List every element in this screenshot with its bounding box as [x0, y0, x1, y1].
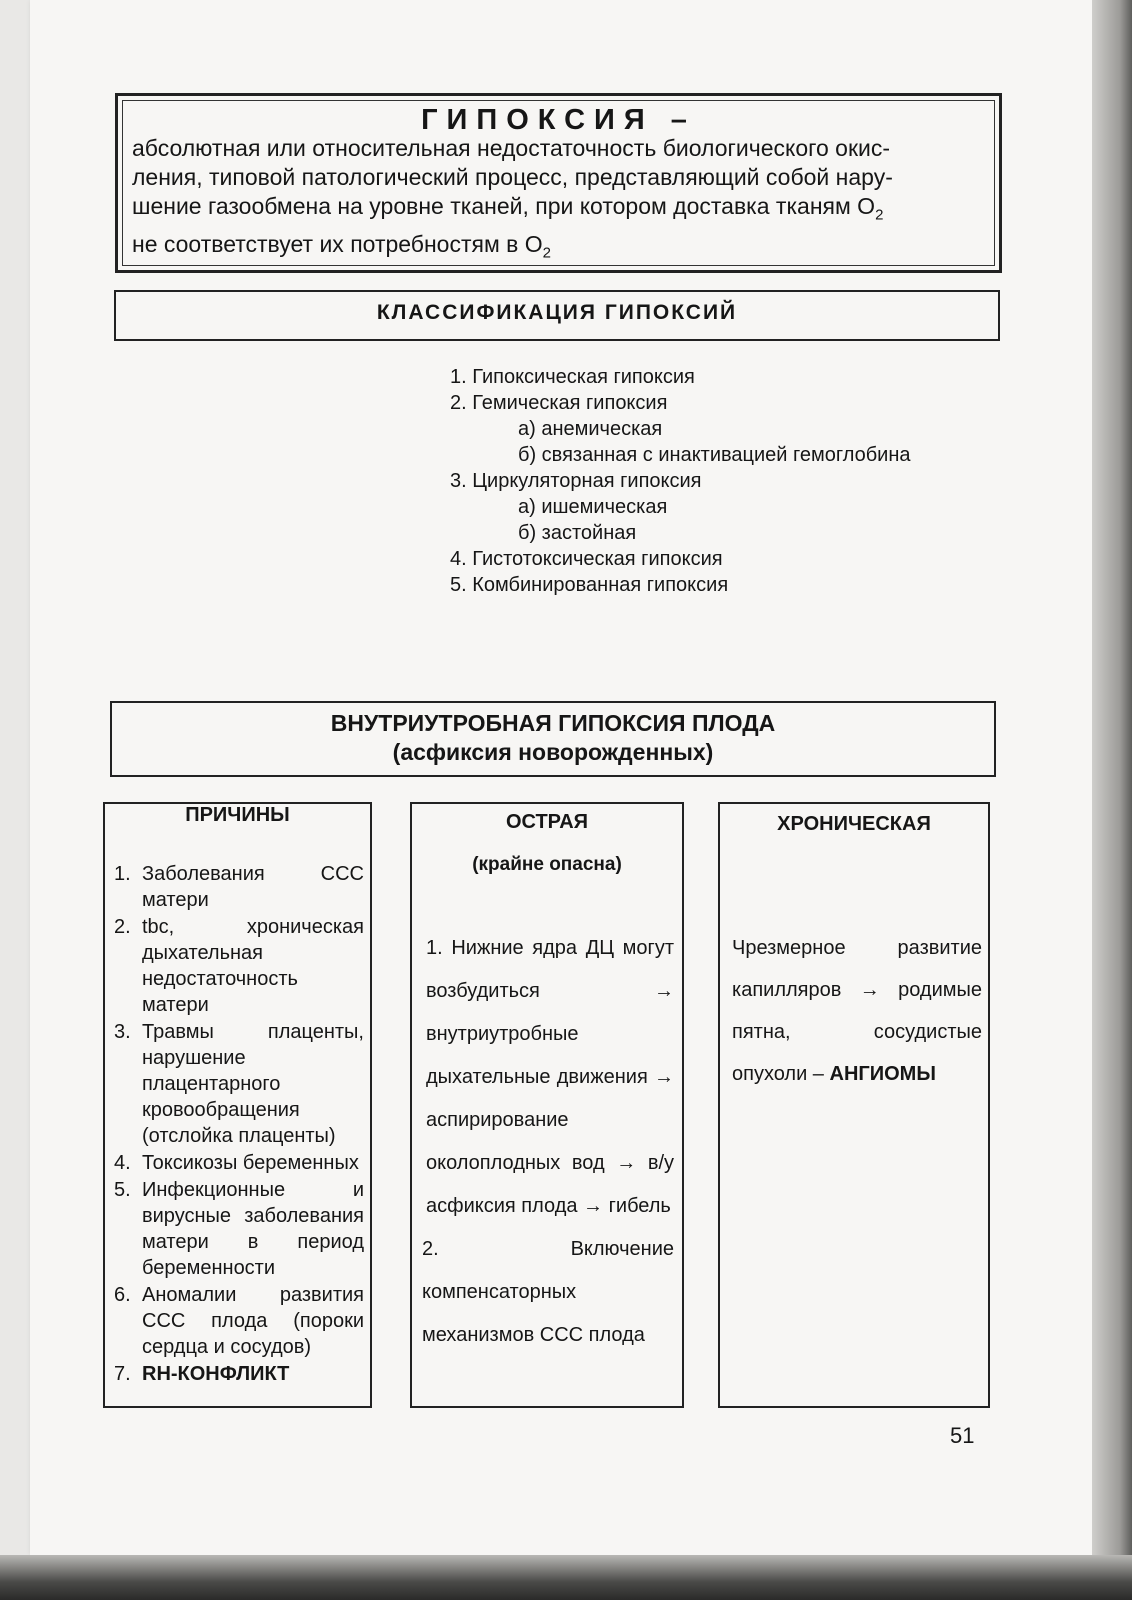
classification-item: 2. Гемическая гипоксия — [450, 392, 668, 414]
causes-title: ПРИЧИНЫ — [185, 804, 290, 826]
acute-subtitle: (крайне опасна) — [472, 854, 622, 875]
cause-text: Аномалии развития ССС плода (пороки сердца и сосудов) — [142, 1284, 364, 1358]
cause-number: 5. — [114, 1179, 131, 1201]
definition-box — [115, 93, 1002, 273]
scan-bottom-edge — [0, 1555, 1132, 1600]
cause-item — [114, 861, 364, 913]
cause-text: tbc, хроническая дыхательная недостаточность матери — [142, 916, 364, 1016]
fetal-title-line: ВНУТРИУТРОБНАЯ ГИПОКСИЯ ПЛОДА — [330, 710, 776, 736]
classification-subitem: а) ишемическая — [518, 496, 668, 518]
cause-item — [114, 1019, 364, 1149]
classification-subitem: а) анемическая — [518, 418, 663, 440]
definition-line-text: шение газообмена на уровне тканей, при котором доставка тканям O — [132, 193, 876, 219]
cause-text: Заболевания ССС матери — [142, 863, 364, 911]
cause-text: Инфекционные и вирусные заболевания матери в период беременности — [142, 1179, 364, 1279]
acute-text — [422, 927, 674, 1357]
chronic-text-body: Чрезмерное развитие капилляров → родимые пятна, сосудистые опухоли – — [732, 937, 982, 1085]
definition-line: ления, типовой патологический процесс, представляющий собой нару- — [132, 164, 893, 190]
acute-column — [410, 802, 684, 1408]
chronic-title: ХРОНИЧЕСКАЯ — [777, 813, 931, 835]
classification-title: КЛАССИФИКАЦИЯ ГИПОКСИЙ — [376, 301, 738, 324]
page-number: 51 — [950, 1423, 975, 1448]
acute-paragraph: 2. Включение компенсаторных механизмов ССС плода — [422, 1238, 674, 1346]
acute-title: ОСТРАЯ — [505, 811, 589, 833]
causes-column — [103, 802, 372, 1408]
classification-list — [450, 364, 911, 598]
classification-item: 4. Гистотоксическая гипоксия — [450, 548, 723, 570]
definition-line: абсолютная или относительная недостаточность биологического окис- — [132, 135, 891, 161]
definition-title: ГИПОКСИЯ – — [421, 104, 696, 136]
cause-item — [114, 1282, 364, 1360]
subscript: 2 — [875, 206, 884, 224]
definition-text — [132, 134, 989, 267]
cause-item — [114, 1177, 364, 1281]
fetal-hypoxia-header-box — [110, 701, 996, 777]
definition-line-text: не соответствует их потребностям в O — [132, 230, 543, 257]
causes-list — [114, 861, 364, 1387]
fetal-hypoxia-title — [112, 709, 994, 767]
classification-item: 5. Комбинированная гипоксия — [450, 574, 729, 596]
chronic-text — [732, 927, 982, 1095]
cause-number: 4. — [114, 1152, 131, 1174]
classification-item: 1. Гипоксическая гипоксия — [450, 366, 695, 388]
definition-line — [132, 192, 989, 230]
cause-text: Травмы плаценты, нарушение плацентарного кровообращения (отслойка плаценты) — [142, 1021, 364, 1147]
cause-number: 6. — [114, 1284, 131, 1306]
fetal-subtitle-line: (асфиксия новорожденных) — [392, 739, 714, 765]
classification-subitem: б) застойная — [518, 522, 637, 544]
cause-text: Токсикозы беременных — [142, 1152, 359, 1174]
cause-item — [114, 1361, 364, 1387]
classification-header-box — [114, 290, 1000, 341]
cause-number: 7. — [114, 1363, 131, 1385]
cause-number: 3. — [114, 1021, 131, 1043]
cause-number: 1. — [114, 863, 131, 885]
cause-item — [114, 914, 364, 1018]
chronic-column — [718, 802, 990, 1408]
subscript: 2 — [542, 244, 551, 262]
cause-text: RH-КОНФЛИКТ — [142, 1363, 290, 1385]
cause-item — [114, 1150, 364, 1176]
classification-subitem: б) связанная с инактивацией гемоглобина — [518, 444, 911, 466]
chronic-emphasis: АНГИОМЫ — [829, 1063, 936, 1085]
cause-number: 2. — [114, 916, 131, 938]
acute-paragraph: 1. Нижние ядра ДЦ могут возбудиться → внутриутробные дыхательные движения → аспирирование околоплодных вод → в/у асфиксия плода → гибель — [426, 937, 674, 1217]
definition-line — [132, 230, 989, 268]
book-spine-edge — [1092, 0, 1132, 1600]
classification-item: 3. Циркуляторная гипоксия — [450, 470, 702, 492]
